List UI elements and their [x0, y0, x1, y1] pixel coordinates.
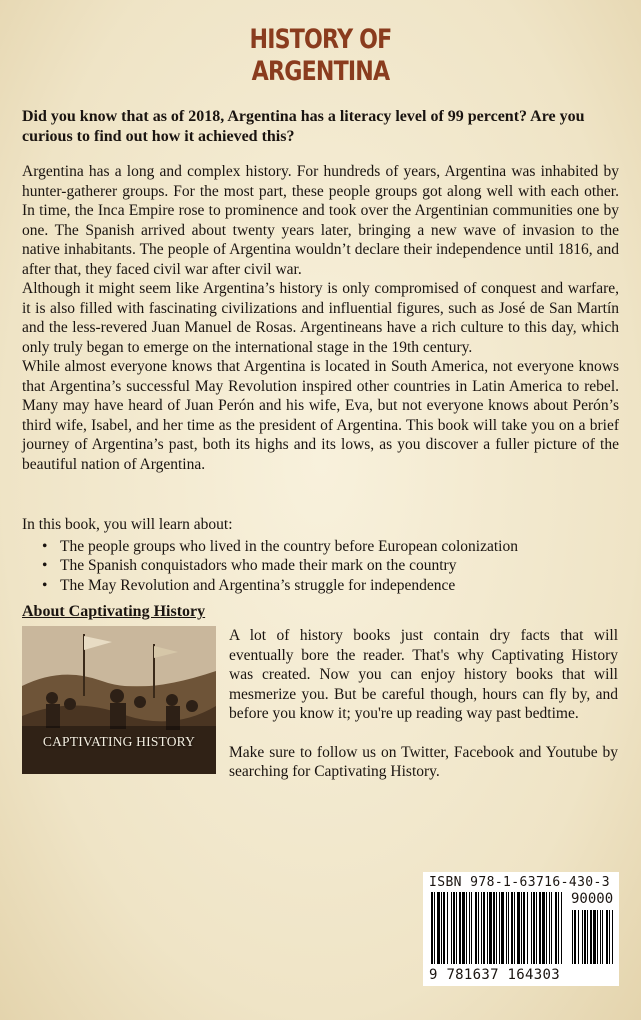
barcode-bar — [483, 892, 485, 964]
barcode-bar — [551, 892, 552, 964]
barcode-bar — [443, 892, 445, 964]
description-paragraph: Although it might seem like Argentina’s history is only compromised of conquest and warfare, it is also filled with fascinating civilizations and influential figures, such as José de San Martín and the less-revered Juan Manuel de Rosas. Argentineans have a rich culture to this day, which only truly began to emerge on the international stage in the 19th century. — [22, 280, 619, 356]
barcode-bar — [558, 892, 559, 964]
barcode-bar — [451, 892, 452, 964]
barcode-bar — [499, 892, 500, 964]
publisher-image — [22, 626, 216, 774]
barcode-bar — [536, 892, 537, 964]
barcode-bar — [481, 892, 482, 964]
barcode-bar — [527, 892, 528, 964]
description-paragraph: While almost everyone knows that Argentina is located in South America, not everyone knows that Argentina’s successful May Revolution inspired other countries in Latin America to rebel. Many may have heard of Juan Perón and his wife, Eva, but not everyone knows about Perón’s third wife, Isabel, and her time as the president of Argentina. This book will take you on a brief journey of Argentina’s past, both its highs and its lows, as you discover a fuller picture of the beautiful nation of Argentina. — [22, 358, 619, 473]
barcode-bar — [459, 892, 461, 964]
barcode-bar — [478, 892, 479, 964]
barcode-bar — [514, 892, 515, 964]
barcode-digits: 9 781637 164303 — [429, 967, 560, 983]
learn-item: • The people groups who lived in the country before European colonization — [60, 537, 619, 557]
isbn-barcode — [423, 872, 619, 986]
about-paragraph: A lot of history books just contain dry facts that will eventually bore the reader. That's why Captivating History was created. Now you can enjoy history books that will mesmerize you. But be careful though, hours can fly by, and before you know it; you're up reading way past bedtime. — [229, 627, 618, 722]
price-code: 90000 — [571, 891, 614, 907]
barcode-bar — [517, 892, 520, 964]
barcode-bar — [493, 892, 495, 964]
about-heading: About Captivating History — [22, 603, 206, 620]
barcode-bar — [434, 892, 435, 964]
learn-heading: In this book, you will learn about: — [22, 516, 233, 533]
barcode-bar — [496, 892, 497, 964]
barcode-bar — [574, 910, 576, 964]
barcode-bar — [469, 892, 470, 964]
learn-section — [22, 515, 619, 595]
barcode-bar — [587, 910, 588, 964]
barcode-bar — [584, 910, 586, 964]
barcode-bar — [572, 910, 573, 964]
learn-item: • The May Revolution and Argentina’s struggle for independence — [60, 576, 619, 596]
barcode-bar — [609, 910, 610, 964]
barcode-bar — [593, 910, 596, 964]
barcode-bar — [549, 892, 550, 964]
barcode-bar — [506, 892, 507, 964]
barcode-bar — [561, 892, 562, 964]
barcode-bar — [447, 892, 448, 964]
intro-question: Did you know that as of 2018, Argentina has a literacy level of 99 percent? Are you curious to find out how it achieved this? — [22, 108, 585, 145]
barcode-bar — [456, 892, 457, 964]
barcode-bar — [466, 892, 467, 964]
barcode-bar — [437, 892, 440, 964]
description — [22, 162, 619, 474]
barcode-bar — [489, 892, 492, 964]
about-description — [229, 626, 618, 801]
barcode-bar — [600, 910, 601, 964]
title-line-1: HISTORY OF — [249, 24, 392, 55]
barcode-bar — [453, 892, 455, 964]
barcode-bar — [531, 892, 532, 964]
barcode-bar — [578, 910, 579, 964]
barcode-bar — [542, 892, 545, 964]
barcode-bar — [521, 892, 522, 964]
barcode-bar — [555, 892, 557, 964]
book-title — [58, 24, 584, 88]
barcode-bar — [487, 892, 488, 964]
barcode-bar — [582, 910, 583, 964]
publisher-logo-text: CAPTIVATING HISTORY — [42, 734, 196, 749]
barcode-bar — [546, 892, 547, 964]
barcode-bar — [590, 910, 592, 964]
barcode-bar — [533, 892, 535, 964]
barcode-bar — [441, 892, 442, 964]
learn-item: • The Spanish conquistadors who made their mark on the country — [60, 556, 619, 576]
barcode-bar — [475, 892, 477, 964]
barcode-bar — [602, 910, 603, 964]
barcode-bar — [612, 910, 613, 964]
battle-painting-illustration — [22, 626, 216, 774]
barcode-bar — [508, 892, 509, 964]
barcode-bar — [501, 892, 504, 964]
barcode-bar — [523, 892, 525, 964]
about-paragraph: Make sure to follow us on Twitter, Facebook and Youtube by searching for Captivating History. — [229, 743, 618, 780]
barcode-bar — [511, 892, 513, 964]
learn-list — [22, 537, 619, 596]
description-paragraph: Argentina has a long and complex history. For hundreds of years, Argentina was inhabited by hunter-gatherer groups. For the most part, these people groups got along well with each other. In time, the Inca Empire rose to prominence and took over the Argentinian communities one by one. The Spanish arrived about twenty years later, bringing a new wave of invasion to the native inhabitants. The people of Argentina wouldn’t declare their independence until 1816, and after that, they faced civil war after civil war. — [22, 163, 619, 278]
barcode-bar — [431, 892, 433, 964]
barcode-bar — [597, 910, 598, 964]
barcode-bar — [606, 910, 608, 964]
isbn-number: ISBN 978-1-63716-430-3 — [429, 875, 610, 890]
title-line-2: ARGENTINA — [251, 56, 390, 87]
barcode-bar — [539, 892, 541, 964]
barcode-bar — [471, 892, 472, 964]
barcode-bar — [462, 892, 465, 964]
